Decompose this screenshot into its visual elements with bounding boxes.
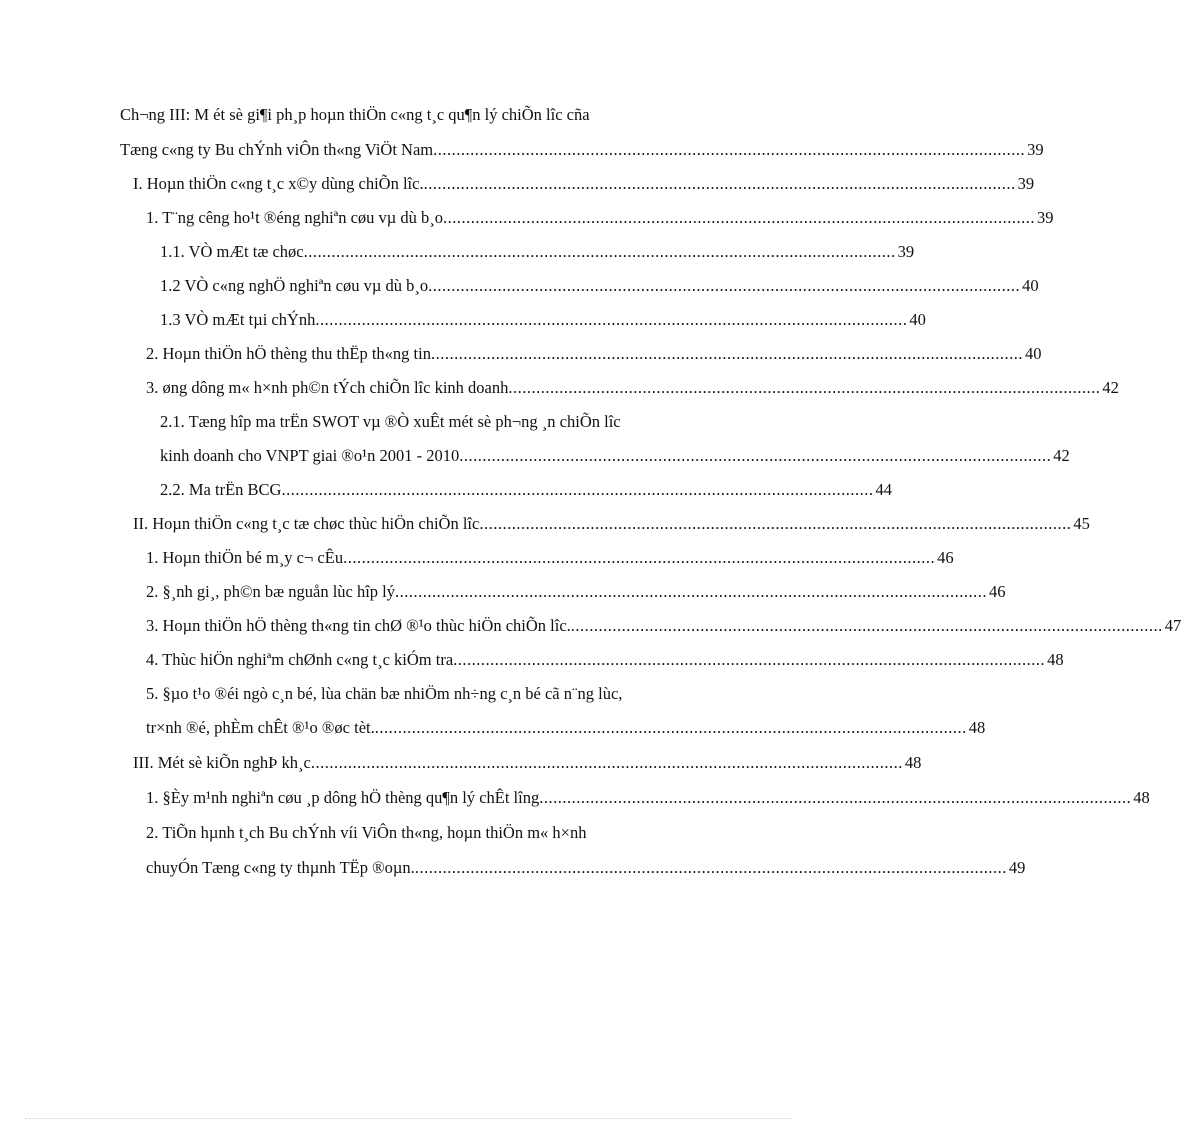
toc-page-number: 48 <box>904 753 922 772</box>
toc-line <box>0 543 954 573</box>
toc-entry-text: 1.2 VÒ c«ng nghÖ nghiªn cøu vµ dù b¸o <box>160 276 429 295</box>
toc-entry-text: 3. øng dông m« h×nh ph©n tÝch chiÕn lîc kinh doanh <box>146 378 509 397</box>
toc-entry <box>146 713 986 743</box>
toc-line <box>0 237 915 267</box>
toc-line <box>0 577 1006 607</box>
toc-line <box>0 407 816 437</box>
toc-entry <box>146 645 1064 675</box>
toc-entry <box>146 543 954 573</box>
toc-page-number: 42 <box>1053 446 1070 465</box>
toc-entry-text: 2. TiÕn hµnh t¸ch Bu chÝnh víi ViÔn th«ng, hoµn thiÖn m« h×nh <box>146 823 587 842</box>
toc-line <box>0 305 926 335</box>
toc-leader-dots: ................................................................................................................................ <box>430 344 1023 363</box>
toc-entry <box>160 305 926 335</box>
toc-line <box>0 135 1044 165</box>
toc-leader-dots: ................................................................................................................................ <box>374 718 967 737</box>
toc-entry <box>146 203 1054 233</box>
toc-entry <box>160 237 915 267</box>
toc-entry-text: I. Hoµn thiÖn c«ng t¸c x©y dùng chiÕn lîc. <box>133 174 424 193</box>
toc-entry-text: 1.3 VÒ mÆt tµi chÝnh <box>160 310 316 329</box>
toc-entry <box>160 475 892 505</box>
toc-leader-dots: ................................................................................................................................ <box>423 174 1016 193</box>
toc-entry <box>160 271 1039 301</box>
toc-leader-dots: ................................................................................................................................ <box>281 480 874 499</box>
toc-line <box>0 818 816 848</box>
toc-entry-text: 2.2. Ma trËn BCG <box>160 480 282 499</box>
toc-entry-text: 1. §Èy m¹nh nghiªn cøu ¸p dông hÖ thèng qu¶n lý chÊt lîng <box>146 788 540 807</box>
toc-entry-text: 2. Hoµn thiÖn hÖ thèng thu thËp th«ng tin <box>146 344 431 363</box>
toc-leader-dots: ................................................................................................................................ <box>414 858 1007 877</box>
toc-page-number: 40 <box>1024 344 1042 363</box>
toc-leader-dots: ................................................................................................................................ <box>570 616 1163 635</box>
toc-line <box>0 475 892 505</box>
toc-entry <box>146 818 586 848</box>
toc-leader-dots: ................................................................................................................................ <box>508 378 1101 397</box>
toc-entry-text: 2. §¸nh gi¸, ph©n bæ nguån lùc hîp lý <box>146 582 396 601</box>
toc-line <box>0 611 1181 641</box>
toc-entry-text: tr×nh ®é, phÈm chÊt ®¹o ®øc tèt. <box>146 718 375 737</box>
toc-page-number: 48 <box>1133 788 1150 807</box>
page-bottom-divider <box>25 1118 791 1119</box>
toc-line <box>0 100 816 130</box>
toc-line <box>0 339 1042 369</box>
toc-page-number: 39 <box>1017 174 1035 193</box>
toc-page-number: 46 <box>937 548 954 567</box>
toc-entry <box>133 509 1090 539</box>
toc-entry-text: III. Mét sè kiÕn nghÞ kh¸c <box>133 753 311 772</box>
toc-leader-dots: ................................................................................................................................ <box>303 242 896 261</box>
toc-leader-dots: ................................................................................................................................ <box>343 548 936 567</box>
toc-entry <box>120 100 590 130</box>
toc-line <box>0 509 1090 539</box>
toc-entry <box>146 577 1006 607</box>
toc-entry <box>133 748 922 778</box>
toc-entry-text: 1. T¨ng cêng ho¹t ®éng nghiªn cøu vµ dù b¸o <box>146 208 444 227</box>
toc-line <box>0 271 1039 301</box>
toc-leader-dots: ................................................................................................................................ <box>433 140 1026 159</box>
toc-leader-dots: ................................................................................................................................ <box>443 208 1036 227</box>
toc-leader-dots: ................................................................................................................................ <box>310 753 903 772</box>
toc-line <box>0 441 1070 471</box>
toc-line <box>0 373 1119 403</box>
toc-page-number: 47 <box>1164 616 1181 635</box>
toc-entry <box>146 679 622 709</box>
toc-page-number: 49 <box>1008 858 1026 877</box>
toc-line <box>0 645 1064 675</box>
toc-leader-dots: ................................................................................................................................ <box>459 446 1052 465</box>
toc-entry <box>160 441 1070 471</box>
toc-entry <box>146 783 1150 813</box>
toc-entry-text: 1.1. VÒ mÆt tæ chøc <box>160 242 304 261</box>
toc-leader-dots: ................................................................................................................................ <box>315 310 908 329</box>
toc-page-number: 46 <box>989 582 1006 601</box>
toc-entry <box>160 407 621 437</box>
toc-entry-text: 2.1. Tæng hîp ma trËn SWOT vµ ®Ò xuÊt mét sè ph¬ng ¸n chiÕn lîc <box>160 412 621 431</box>
toc-line <box>0 679 816 709</box>
toc-page-number: 42 <box>1102 378 1119 397</box>
toc-page-number: 39 <box>1027 140 1044 159</box>
toc-entry-text: 1. Hoµn thiÖn bé m¸y c¬ cÊu <box>146 548 344 567</box>
toc-page-number: 39 <box>897 242 915 261</box>
toc-leader-dots: ................................................................................................................................ <box>539 788 1132 807</box>
toc-line <box>0 748 922 778</box>
toc-page-number: 48 <box>1047 650 1064 669</box>
toc-entry-text: Tæng c«ng ty Bu chÝnh viÔn th«ng ViÖt Nam <box>120 140 434 159</box>
toc-page-number: 45 <box>1073 514 1090 533</box>
toc-line <box>0 713 986 743</box>
toc-line <box>0 853 1026 883</box>
toc-line <box>0 783 1150 813</box>
toc-entry <box>146 611 1181 641</box>
toc-entry-text: chuyÓn Tæng c«ng ty thµnh TËp ®oµn. <box>146 858 415 877</box>
toc-leader-dots: ................................................................................................................................ <box>453 650 1046 669</box>
toc-entry-text: 4. Thùc hiÖn nghiªm chØnh c«ng t¸c kiÓm tra <box>146 650 454 669</box>
toc-leader-dots: ................................................................................................................................ <box>428 276 1021 295</box>
toc-page-number: 40 <box>909 310 926 329</box>
toc-page-number: 44 <box>875 480 892 499</box>
toc-entry-text: 5. §µo t¹o ®éi ngò c¸n bé, lùa chän bæ nhiÖm nh÷ng c¸n bé cã n¨ng lùc, <box>146 684 623 703</box>
toc-line <box>0 169 1035 199</box>
toc-page-number: 39 <box>1037 208 1054 227</box>
toc-entry <box>146 853 1026 883</box>
toc-entry-text: Ch¬ng III: M ét sè gi¶i ph¸p hoµn thiÖn c«ng t¸c qu¶n lý chiÕn lîc cña <box>120 105 590 124</box>
toc-entry <box>146 373 1119 403</box>
toc-leader-dots: ................................................................................................................................ <box>479 514 1072 533</box>
toc-entry-text: II. Hoµn thiÖn c«ng t¸c tæ chøc thùc hiÖn chiÕn lîc <box>133 514 480 533</box>
toc-entry <box>133 169 1035 199</box>
toc-line <box>0 203 1054 233</box>
toc-page-number: 48 <box>968 718 986 737</box>
toc-leader-dots: ................................................................................................................................ <box>395 582 988 601</box>
toc-entry <box>146 339 1042 369</box>
toc-entry-text: 3. Hoµn thiÖn hÖ thèng th«ng tin chØ ®¹o thùc hiÖn chiÕn lîc. <box>146 616 571 635</box>
toc-entry <box>120 135 1044 165</box>
toc-entry-text: kinh doanh cho VNPT giai ®o¹n 2001 - 2010 <box>160 446 460 465</box>
toc-page-number: 40 <box>1022 276 1039 295</box>
